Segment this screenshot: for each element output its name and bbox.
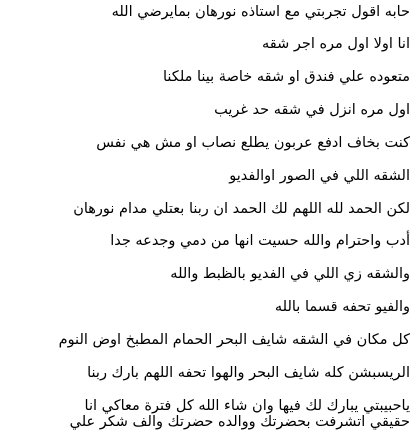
review-line: حابه اقول تجربتي مع استاذه نورهان بمايرضي الله [111, 4, 410, 20]
review-line: متعوده علي فندق او شقه خاصة بينا ملكنا [163, 69, 410, 85]
review-line: والفيو تحفه قسما بالله [274, 299, 410, 315]
review-line: اول مره انزل في شقه حد غريب [214, 102, 410, 118]
review-line: ياحبيبتي يبارك لك فيها وان شاء الله كل فترة معاكي انا [84, 398, 410, 414]
review-line: أدب واحترام والله حسيت انها من دمي وجدعه جدا [110, 233, 410, 249]
review-line: الشقه اللي في الصور اوالفديو [229, 168, 410, 184]
review-line: لكن الحمد لله اللهم لك الحمد ان ربنا بعتلي مدام نورهان [73, 201, 410, 217]
review-line: حقيقي اتشرفت بحضرتك ووالده حضرتك والف شكر علي [69, 414, 410, 430]
review-line: كل مكان في الشقه شايف البحر الحمام المطبخ اوض النوم [58, 332, 410, 348]
review-line: والشقه زي اللي في الفديو بالظبط والله [170, 266, 410, 282]
review-line: انا اولا اول مره اجر شقه [261, 36, 410, 52]
review-line: كنت بخاف ادفع عربون يطلع نصاب او مش هي نفس [96, 135, 410, 151]
review-line: الريسبشن كله شايف البحر والهوا تحفه اللهم بارك ربنا [87, 365, 410, 381]
